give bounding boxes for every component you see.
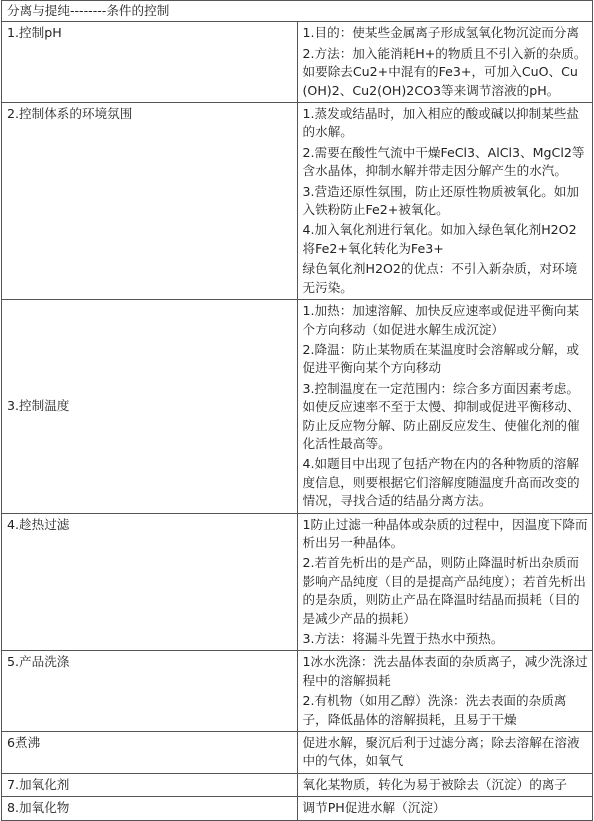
content-line: 绿色氧化剂H2O2的优点：不引入新杂质，对环境无污染。: [302, 261, 578, 295]
row-content: [297, 513, 593, 651]
content-line: 1.目的：使某些金属离子形成氢氧化物沉淀而分离: [302, 25, 579, 41]
content-line: 4.加入氧化剂进行氧化。如加入绿色氧化剂H2O2将Fe2+氧化转化为Fe3+: [302, 222, 577, 256]
row-label: 1.控制pH: [2, 22, 298, 103]
table-row: [2, 732, 593, 774]
table-row: [2, 103, 593, 300]
table-header-row: [2, 1, 593, 22]
table-row: [2, 651, 593, 732]
condition-control-table: [1, 0, 593, 821]
row-label: 5.产品洗涤: [2, 651, 298, 732]
content-line: 2.若首先析出的是产品，则防止降温时析出杂质而影响产品纯度（目的是提高产品纯度）；若首先析出的是杂质，则防止产品在降温时结晶而损耗（目的是减少产品的损耗）: [302, 555, 586, 626]
row-content: [297, 651, 593, 732]
content-line: 3.方法：将漏斗先置于热水中预热。: [302, 631, 504, 646]
content-line: 氧化某物质，转化为易于被除去（沉淀）的离子: [302, 776, 567, 792]
row-label: 6煮沸: [2, 732, 298, 774]
content-line: 3.营造还原性氛围，防止还原性物质被氧化。如加入铁粉防止Fe2+被氧化。: [302, 183, 579, 218]
content-line: 调节PH促进水解（沉淀）: [302, 800, 446, 816]
table-row: [2, 773, 593, 796]
table-header: 分离与提纯--------条件的控制: [2, 1, 593, 22]
table-row: [2, 797, 593, 820]
content-line: 2.方法：加入能消耗H+的物质且不引入新的杂质。如要除去Cu2+中混有的Fe3+，可加入CuO、Cu(OH)2、Cu2(OH)2CO3等来调节溶液的pH。: [302, 45, 587, 98]
content-line: 促进水解，聚沉后利于过滤分离；除去溶解在溶液中的气体，如氧气: [302, 735, 580, 769]
content-line: 2.有机物（如用乙醇）洗涤：洗去表面的杂质离子，降低晶体的溶解损耗，且易于干燥: [302, 693, 567, 727]
row-content: [297, 22, 593, 103]
row-content: [297, 732, 593, 774]
row-label: 8.加氧化物: [2, 797, 298, 820]
row-label: 4.趁热过滤: [2, 513, 298, 651]
content-line: 1.蒸发或结晶时，加入相应的酸或碱以抑制某些盐的水解。: [302, 106, 579, 140]
row-label: 3.控制温度: [2, 300, 298, 513]
content-line: 1.加热：加速溶解、加快反应速率或促进平衡向某个方向移动（如促进水解生成沉淀）: [302, 303, 579, 337]
row-label: 7.加氧化剂: [2, 773, 298, 796]
content-line: 1防止过滤一种晶体或杂质的过程中，因温度下降而析出另一种晶体。: [302, 516, 588, 550]
row-label: 2.控制体系的环境氛围: [2, 103, 298, 300]
content-line: 1冰水洗涤：洗去晶体表面的杂质离子，减少洗涤过程中的溶解损耗: [302, 654, 588, 688]
table-row: [2, 22, 593, 103]
content-line: 4.如题目中出现了包括产物在内的各种物质的溶解度信息，则要根据它们溶解度随温度升高而改变的情况，寻找合适的结晶分离方法。: [302, 456, 580, 509]
table-row: [2, 300, 593, 513]
content-line: 3.控制温度在一定范围内：综合多方面因素考虑。如使反应速率不至于太慢、抑制或促进平衡移动、防止反应物分解、防止副反应发生、使催化剂的催化活性最高等。: [302, 380, 580, 451]
row-content: [297, 797, 593, 820]
row-content: [297, 773, 593, 796]
row-content: [297, 103, 593, 300]
content-line: 2.需要在酸性气流中干燥FeCl3、AlCl3、MgCl2等含水晶体，抑制水解并带走因分解产生的水汽。: [302, 144, 585, 179]
row-content: [297, 300, 593, 513]
table-row: [2, 513, 593, 651]
content-line: 2.降温：防止某物质在某温度时会溶解或分解，或促进平衡向某个方向移动: [302, 341, 579, 376]
